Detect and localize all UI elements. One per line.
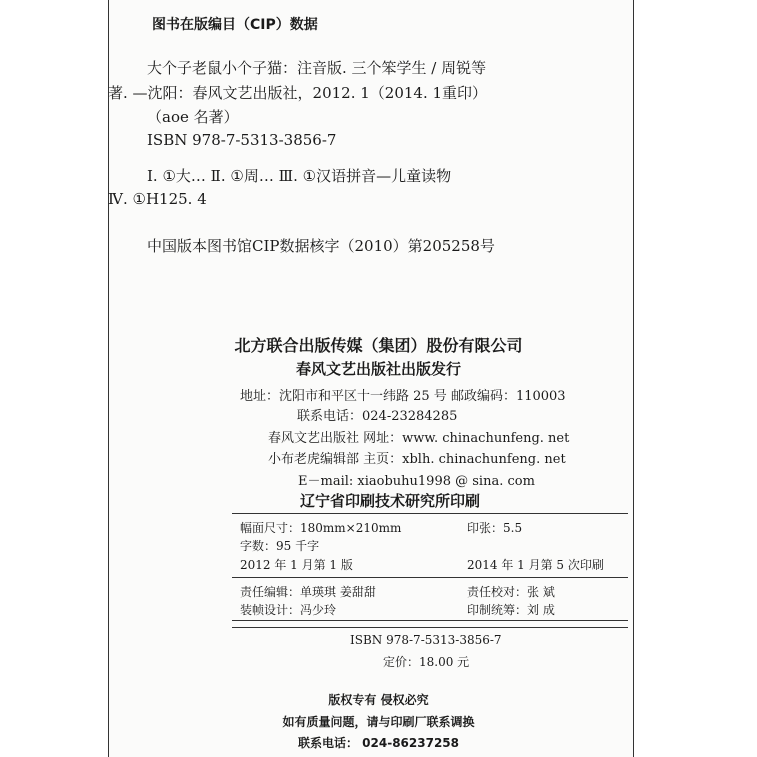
cip-title: 图书在版编目（CIP）数据	[152, 17, 318, 33]
divider-top	[232, 513, 628, 514]
publisher-website: 春风文艺出版社 网址：www. chinachunfeng. net	[268, 431, 570, 446]
divider-bottom-2	[232, 627, 628, 628]
spec-word-count: 字数：95 千字	[240, 539, 320, 553]
cip-line-title: 大个子老鼠小个子猫：注音版. 三个笨学生 / 周锐等	[147, 59, 487, 77]
print-manager: 印制统筹：刘 成	[467, 603, 555, 617]
spec-printing: 2014 年 1 月第 5 次印刷	[467, 558, 604, 572]
cip-line-isbn: ISBN 978-7-5313-3856-7	[147, 131, 337, 149]
cip-line-record-number: 中国版本图书馆CIP数据核字（2010）第205258号	[147, 237, 495, 255]
spec-format: 幅面尺寸：180mm×210mm	[240, 521, 402, 535]
footer-isbn: ISBN 978-7-5313-3856-7	[350, 633, 502, 647]
proofreader: 责任校对：张 斌	[467, 585, 555, 599]
cip-line-series: （aoe 名著）	[147, 108, 239, 126]
publisher-email: E－mail: xiaobuhu1998 @ sina. com	[298, 474, 535, 489]
cip-line-classification-code: Ⅳ. ①H125. 4	[108, 190, 207, 208]
spec-sheets: 印张：5.5	[467, 521, 523, 535]
spec-edition: 2012 年 1 月第 1 版	[240, 558, 353, 572]
cip-line-author: 著. —沈阳：春风文艺出版社，2012. 1（2014. 1重印）	[108, 84, 488, 102]
quality-notice: 如有质量问题，请与印刷厂联系调换	[282, 715, 475, 729]
quality-phone: 联系电话： 024-86237258	[297, 736, 459, 750]
publisher-name: 春风文艺出版社出版发行	[295, 360, 461, 378]
publisher-group-name: 北方联合出版传媒（集团）股份有限公司	[234, 336, 523, 355]
cip-line-classification: Ⅰ. ①大… Ⅱ. ①周… Ⅲ. ①汉语拼音—儿童读物	[147, 167, 452, 185]
publisher-phone: 联系电话：024-23284285	[297, 409, 458, 424]
price: 定价：18.00 元	[383, 655, 470, 669]
copyright-notice: 版权专有 侵权必究	[328, 693, 429, 707]
publisher-address: 地址：沈阳市和平区十一纬路 25 号 邮政编码：110003	[240, 389, 566, 404]
printer-name: 辽宁省印刷技术研究所印刷	[300, 492, 481, 510]
editorial-homepage: 小布老虎编辑部 主页：xblh. chinachunfeng. net	[268, 452, 566, 467]
divider-middle	[232, 577, 628, 578]
responsible-editor: 责任编辑：单瑛琪 姜甜甜	[240, 585, 376, 599]
cover-design: 装帧设计：冯少玲	[240, 603, 337, 617]
divider-bottom-1	[232, 620, 628, 621]
